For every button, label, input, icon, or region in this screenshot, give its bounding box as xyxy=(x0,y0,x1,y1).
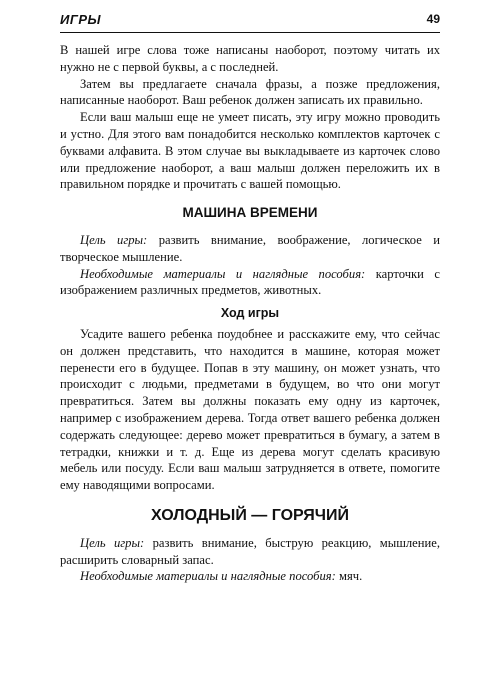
materials-text: карточки с изображением различных предметов, животных. xyxy=(60,266,440,298)
goal-text: развить внимание, быструю реакцию, мышление, расширить словарный запас. xyxy=(60,535,440,567)
paragraph: Если ваш малыш еще не умеет писать, эту игру можно проводить и устно. Для этого вам понадобится несколько комплектов карточек с буквами алфавита. В этом случае вы выкладываете из карточек слово или предложение наоборот, а ваш малыш должен переложить их в правильном порядке и прочитать с вашей помощью. xyxy=(60,110,440,192)
materials-label: Необходимые материалы и наглядные пособия: xyxy=(80,569,336,584)
header-section-title: ИГРЫ xyxy=(60,12,101,27)
page-number: 49 xyxy=(426,12,440,26)
game-materials xyxy=(60,568,440,585)
game-title: МАШИНА ВРЕМЕНИ xyxy=(182,205,318,221)
game-goal xyxy=(60,535,440,569)
game-title: ХОЛОДНЫЙ — ГОРЯЧИЙ xyxy=(150,506,350,524)
goal-label: Цель игры: xyxy=(80,232,148,247)
goal-text: развить внимание, воображение, логическое и творческое мышление. xyxy=(60,232,440,264)
materials-text: мяч. xyxy=(335,569,363,584)
goal-label: Цель игры: xyxy=(80,535,145,550)
game-materials xyxy=(60,266,440,300)
materials-label: Необходимые материалы и наглядные пособия: xyxy=(80,266,366,281)
paragraph: Затем вы предлагаете сначала фразы, а позже предложения, написанные наоборот. Ваш ребенок должен записать их правильно. xyxy=(60,76,440,108)
course-text: Усадите вашего ребенка поудобнее и расскажите ему, что сейчас он должен представить, что находится в машине, которая может перенести его в будущее. Попав в эту машину, он может узнать, что происходит с людьми, предметами в будущем, во что они могут превратиться. Затем вы должны показать ему одну из карточек, например с изображением дерева. Тогда ответ вашего ребенка должен содержать следующее: дерево может превратиться в бумагу, а затем в тетрадки, книжки и т. д. Еще из дерева могут сделать красивую мебель или посуду. Если ваш малыш затрудняется в ответе, помогите ему наводящими вопросами. xyxy=(60,326,440,493)
game-goal xyxy=(60,232,440,266)
page-body xyxy=(60,42,440,585)
running-header xyxy=(60,12,440,33)
course-title: Ход игры xyxy=(220,306,280,321)
paragraph: В нашей игре слова тоже написаны наоборот, поэтому читать их нужно не с первой буквы, а с последней. xyxy=(60,43,440,74)
